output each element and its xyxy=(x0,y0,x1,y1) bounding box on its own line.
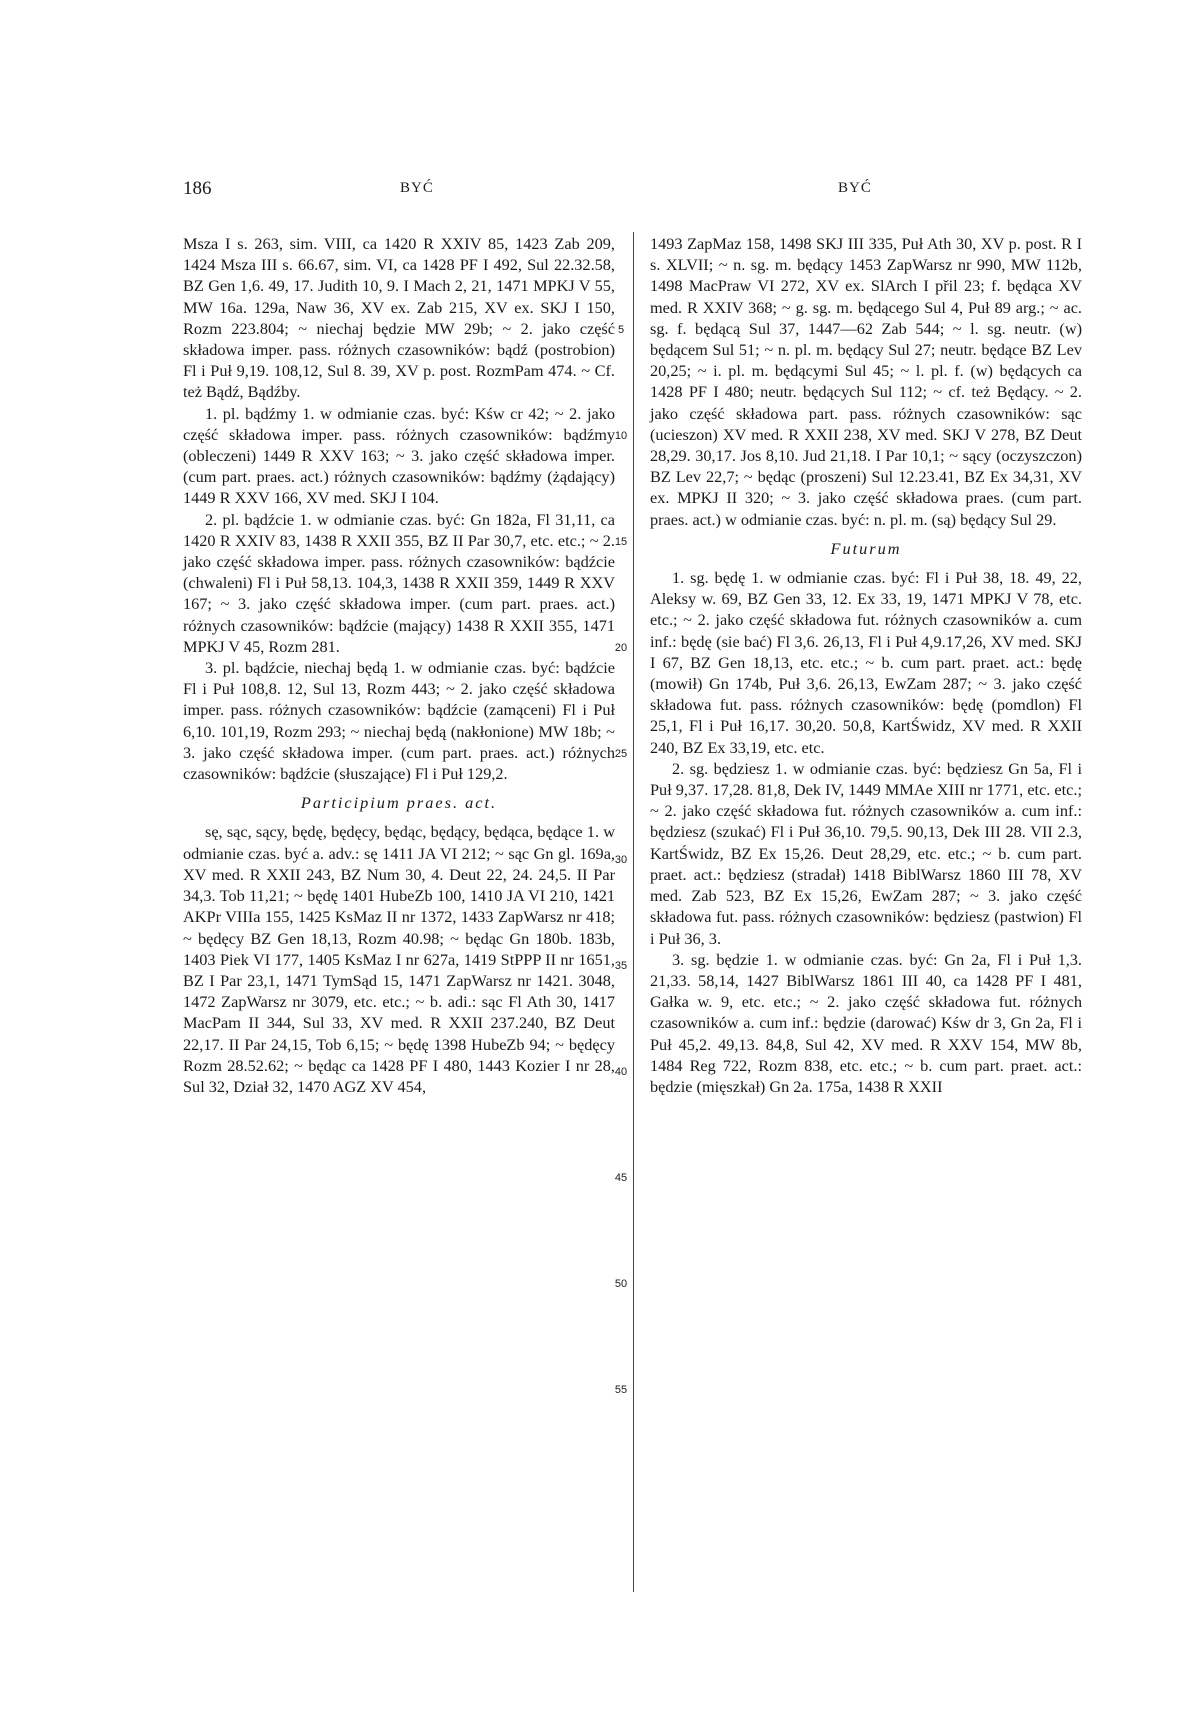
line-number: 45 xyxy=(614,1172,628,1184)
section-title: Futurum xyxy=(830,538,902,558)
entry-paragraph: 1. sg. będę 1. w odmianie czas. być: Fl i Puł 38, 18. 49, 22, Aleksy w. 69, BZ Gen 33, 12. Ex 33, 19, 1471 MPKJ V 78, etc. etc.; ~ 2. jako część składowa fut. różnych czasowników a. cum inf.: będę (sie bać) Fl 3,6. 26,13, Fl i Puł 4,9.17,26, XV med. SKJ I 67, BZ Gen 18,13, etc. etc.; ~ b. cum part. praet. act.: będę (mowił) Gn 174b, Puł 3,6. 26,13, EwZam 287; ~ 3. jako część składowa fut. pass. różnych czasowników: będę (pomdlon) Fl 25,1, Fl i Puł 16,17. 30,20. 50,8, KartŚwidz, XV med. R XXII 240, BZ Ex 33,19, etc. etc. xyxy=(650,568,1082,757)
line-number: 40 xyxy=(614,1066,628,1078)
entry-paragraph: sę, sąc, sący, będę, będęcy, będąc, będący, będąca, będące 1. w odmianie czas. być a. adv.: sę 1411 JA VI 212; ~ sąc Gn gl. 169a, XV med. R XXII 243, BZ Num 30, 4. Deut 22, 24. 24,5. II Par 34,3. Tob 11,21; ~ będę 1401 HubeZb 100, 1410 JA VI 210, 1421 AKPr VIIIa 155, 1425 KsMaz II nr 1372, 1433 ZapWarsz nr 418; ~ będęcy BZ Gen 18,13, Rozm 40.98; ~ będąc Gn 180b. 183b, 1403 Piek VI 177, 1405 KsMaz I nr 627a, 1419 StPPP II nr 1651, BZ I Par 23,1, 1471 TymSąd 15, 1471 ZapWarsz nr 1421. 3048, 1472 ZapWarsz nr 3079, etc. etc.; ~ b. adi.: sąc Fl Ath 30, 1417 MacPam II 344, Sul 33, XV med. R XXII 237.240, BZ Deut 22,17. II Par 24,15, Tob 6,15; ~ będę 1398 HubeZb 94; ~ będęcy Rozm 28.52.62; ~ będąc ca 1428 PF I 480, 1443 Kozier I nr 28, Sul 32, Dział 32, 1470 AGZ XV 454, xyxy=(183,822,615,1096)
right-column xyxy=(650,233,1082,1097)
line-number: 5 xyxy=(617,324,625,336)
right-running-head: BYĆ xyxy=(838,180,872,196)
line-number: 10 xyxy=(614,430,628,442)
line-number: 20 xyxy=(614,642,628,654)
entry-paragraph: 2. pl. bądźcie 1. w odmianie czas. być: Gn 182a, Fl 31,11, ca 1420 R XXIV 83, 1438 R XXII 355, BZ II Par 30,7, etc. etc.; ~ 2. jako część składowa imper. pass. różnych czasowników: bądźcie (chwaleni) Fl i Puł 58,13. 104,3, 1438 R XXII 359, 1449 R XXV 167; ~ 3. jako część składowa imper. (cum part. praes. act.) różnych czasowników: bądźcie (mający) 1438 R XXII 355, 1471 MPKJ V 45, Rozm 281. xyxy=(183,509,615,656)
line-number: 25 xyxy=(614,748,628,760)
entry-paragraph: 1493 ZapMaz 158, 1498 SKJ III 335, Puł Ath 30, XV p. post. R I s. XLVII; ~ n. sg. m. będący 1453 ZapWarsz nr 990, MW 112b, 1498 MacPraw VI 272, XV ex. SlArch I přil 23; f. będąca XV med. R XXIV 368; ~ g. sg. m. będącego Sul 4, Puł 89 arg.; ~ ac. sg. f. będącą Sul 37, 1447—62 Zab 544; ~ l. sg. neutr. (w) będącem Sul 51; ~ n. pl. m. będący Sul 27; neutr. będące BZ Lev 20,25; ~ i. pl. m. będącymi Sul 45; ~ l. pl. f. (w) będących ca 1428 PF I 480; neutr. będących Sul 112; ~ cf. też Będący. ~ 2. jako część składowa part. pass. różnych czasowników: sąc (ucieszon) XV med. R XXII 238, XV med. SKJ V 278, BZ Deut 28,29. 30,17. Jos 8,10. Jud 21,18. I Par 10,1; ~ sący (oczyszczon) BZ Lev 22,7; ~ będąc (proszeni) Sul 12.23.41, BZ Ex 34,31, XV ex. MPKJ II 320; ~ 3. jako część składowa praes. (cum part. praes. act.) w odmianie czas. być: n. pl. m. (są) będący Sul 29. xyxy=(650,234,1082,529)
entry-paragraph: 3. pl. bądźcie, niechaj będą 1. w odmianie czas. być: bądźcie Fl i Puł 108,8. 12, Sul 13, Rozm 443; ~ 2. jako część składowa imper. pass. różnych czasowników: bądźcie (zamąceni) Fl i Puł 6,10. 101,19, Rozm 293; ~ niechaj będą (nakłonione) MW 18b; ~ 3. jako część składowa imper. (cum part. praes. act.) różnych czasowników: bądźcie (słuszające) Fl i Puł 129,2. xyxy=(183,658,615,784)
line-number: 30 xyxy=(614,854,628,866)
entry-paragraph: Msza I s. 263, sim. VIII, ca 1420 R XXIV 85, 1423 Zab 209, 1424 Msza III s. 66.67, sim. VI, ca 1428 PF I 492, Sul 22.32.58, BZ Gen 1,6. 49, 17. Judith 10, 9. I Mach 2, 21, 1471 MPKJ V 55, MW 16a. 129a, Naw 36, XV ex. Zab 215, XV ex. SKJ I 150, Rozm 223.804; ~ niechaj będzie MW 29b; ~ 2. jako część składowa imper. pass. różnych czasowników: bądź (postrobion) Fl i Puł 9,19. 108,12, Sul 8. 39, XV p. post. RozmPam 474. ~ Cf. też Bądź, Bądźby. xyxy=(183,234,615,402)
column-divider xyxy=(633,232,634,1592)
line-number: 55 xyxy=(614,1384,628,1396)
line-numbers xyxy=(612,233,630,1593)
entry-paragraph: 1. pl. bądźmy 1. w odmianie czas. być: Kśw cr 42; ~ 2. jako część składowa imper. pass. różnych czasowników: bądźmy (obleczeni) 1449 R XXV 163; ~ 3. jako część składowa imper. (cum part. praes. act.) różnych czasowników: bądźmy (żądający) 1449 R XXV 166, XV med. SKJ I 104. xyxy=(183,403,615,508)
page-number: 186 xyxy=(183,178,212,199)
left-column xyxy=(183,233,615,1097)
section-title: Participium praes. act. xyxy=(300,793,498,813)
line-number: 50 xyxy=(614,1278,628,1290)
line-number: 15 xyxy=(614,536,628,548)
entry-paragraph: 3. sg. będzie 1. w odmianie czas. być: Gn 2a, Fl i Puł 1,3. 21,33. 58,14, 1427 BiblWarsz 1861 III 40, ca 1428 PF I 481, Gałka w. 9, etc. etc.; ~ 2. jako część składowa fut. różnych czasowników a. cum inf.: będzie (darować) Kśw dr 3, Gn 2a, Fl i Puł 45,2. 49,13. 84,8, Sul 42, XV med. R XXV 154, MW 8b, 1484 Reg 722, Rozm 838, etc. etc.; ~ b. cum part. praet. act.: będzie (mięszkał) Gn 2a. 175a, 1438 R XXII xyxy=(650,949,1082,1096)
page-header xyxy=(0,178,1182,208)
entry-paragraph: 2. sg. będziesz 1. w odmianie czas. być: będziesz Gn 5a, Fl i Puł 9,37. 17,28. 81,8, Dek IV, 1449 MMAe XIII nr 1771, etc. etc.; ~ 2. jako część składowa fut. różnych czasowników a. cum inf.: będziesz (szukać) Fl i Puł 36,10. 79,5. 90,13, Dek III 28. VII 2.3, KartŚwidz, BZ Ex 15,26. Deut 28,29, etc. etc.; ~ b. cum part. praet. act.: będziesz (stradał) 1418 BiblWarsz 1860 III 78, XV med. Zab 523, BZ Ex 15,26, EwZam 287; ~ 3. jako część składowa fut. pass. różnych czasowników: będziesz (pastwion) Fl i Puł 36, 3. xyxy=(650,758,1083,948)
line-number: 35 xyxy=(614,960,628,972)
left-running-head: BYĆ xyxy=(400,180,434,196)
